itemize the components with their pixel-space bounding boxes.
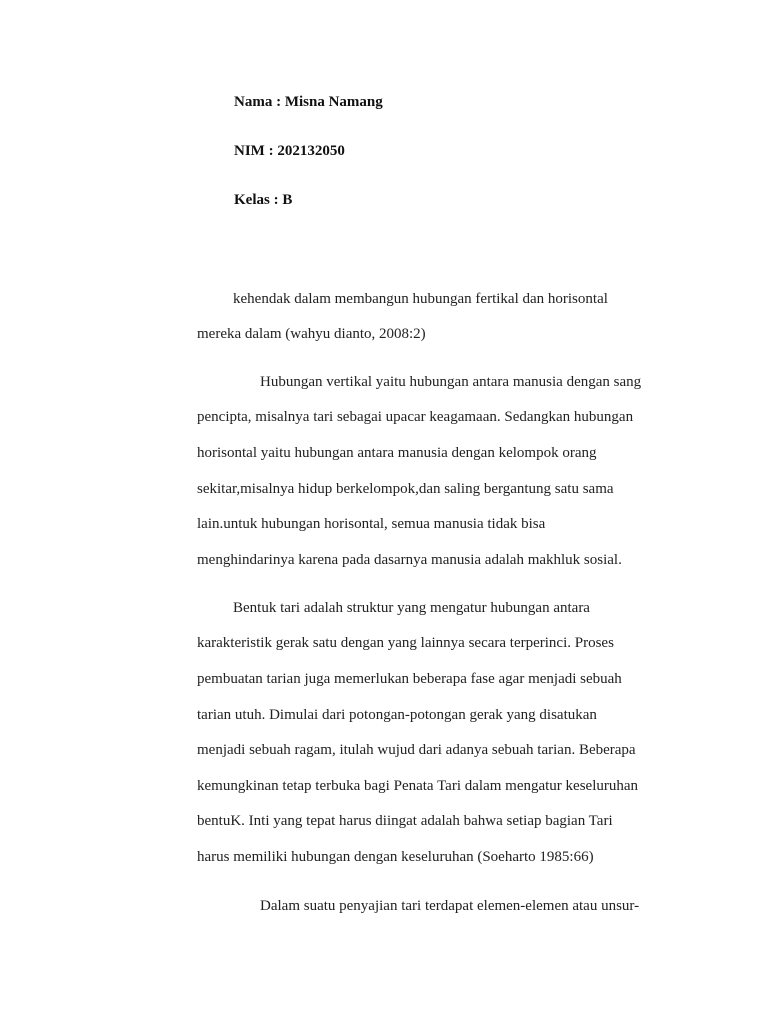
- paragraph-line: pencipta, misalnya tari sebagai upacar keagamaan. Sedangkan hubungan: [197, 409, 634, 425]
- paragraph-line: sekitar,misalnya hidup berkelompok,dan saling bergantung satu sama: [197, 481, 614, 497]
- paragraph-line: tarian utuh. Dimulai dari potongan-potongan gerak yang disatukan: [197, 707, 597, 723]
- paragraph-line: menghindarinya karena pada dasarnya manusia adalah makhluk sosial.: [197, 552, 622, 568]
- paragraph-line: mereka dalam (wahyu dianto, 2008:2): [197, 326, 426, 342]
- paragraph-line: kehendak dalam membangun hubungan fertikal dan horisontal: [233, 291, 608, 307]
- paragraph-line: bentuK. Inti yang tepat harus diingat adalah bahwa setiap bagian Tari: [197, 813, 613, 829]
- student-name: Nama : Misna Namang: [234, 94, 383, 110]
- paragraph-line: Hubungan vertikal yaitu hubungan antara manusia dengan sang: [260, 374, 642, 390]
- paragraph-line: Dalam suatu penyajian tari terdapat elemen-elemen atau unsur-: [260, 898, 640, 914]
- paragraph-line: harus memiliki hubungan dengan keseluruhan (Soeharto 1985:66): [197, 849, 594, 865]
- paragraph-line: karakteristik gerak satu dengan yang lainnya secara terperinci. Proses: [197, 635, 614, 651]
- student-nim: NIM : 202132050: [234, 143, 345, 159]
- paragraph-line: Bentuk tari adalah struktur yang mengatur hubungan antara: [233, 600, 590, 616]
- student-class: Kelas : B: [234, 192, 293, 208]
- paragraph-line: pembuatan tarian juga memerlukan beberapa fase agar menjadi sebuah: [197, 671, 622, 687]
- paragraph-line: menjadi sebuah ragam, itulah wujud dari adanya sebuah tarian. Beberapa: [197, 742, 636, 758]
- paragraph-line: kemungkinan tetap terbuka bagi Penata Tari dalam mengatur keseluruhan: [197, 778, 639, 794]
- paragraph-line: lain.untuk hubungan horisontal, semua manusia tidak bisa: [197, 516, 546, 532]
- paragraph-line: horisontal yaitu hubungan antara manusia dengan kelompok orang: [197, 445, 597, 461]
